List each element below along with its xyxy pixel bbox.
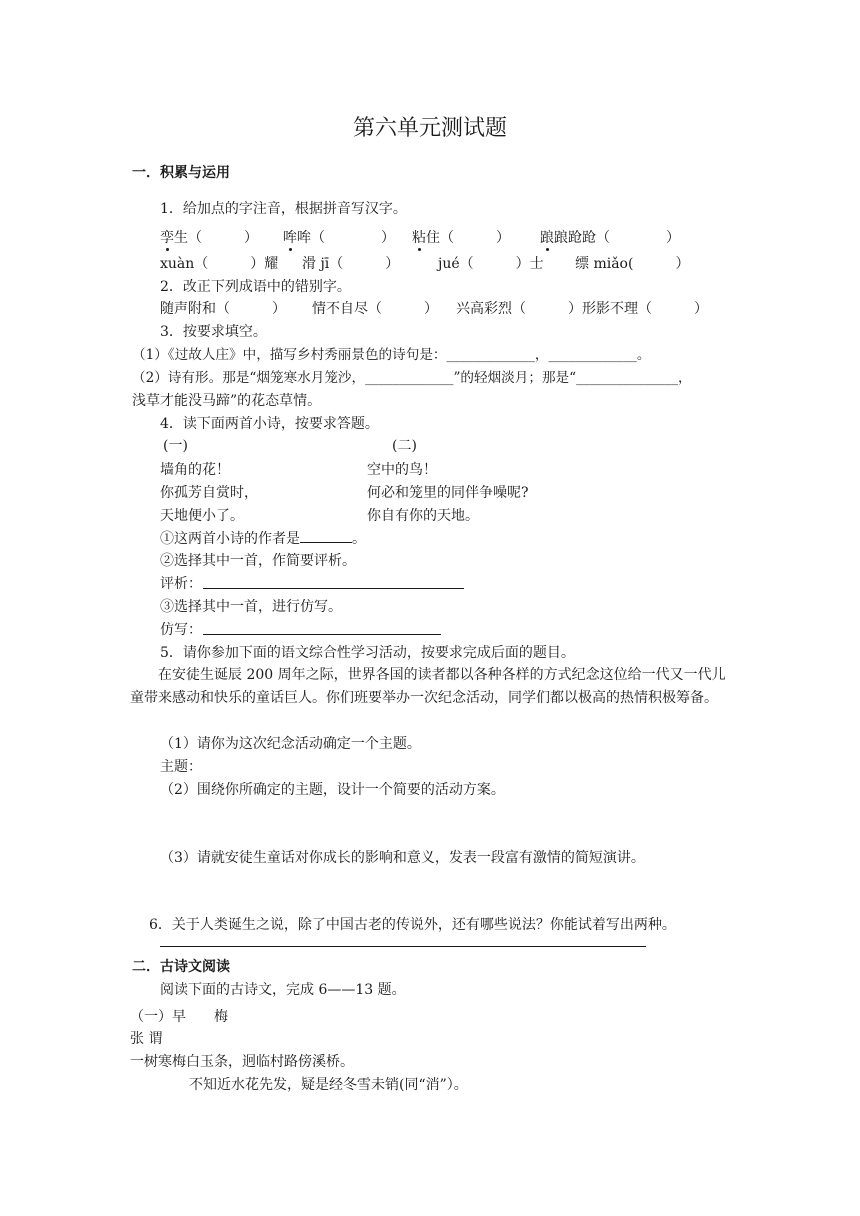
q1-item-4: 踉踉跄跄（ ） <box>540 230 680 246</box>
poem-line-2: 不知近水花先发，疑是经冬雪未销(同“消”）。 <box>189 1077 468 1093</box>
q3-line-3: 浅草才能没马蹄”的花态草情。 <box>132 393 322 409</box>
q5-sub-1: （1）请你为这次纪念活动确定一个主题。 <box>160 736 421 752</box>
q6-answer-line[interactable] <box>160 946 646 947</box>
poem-1-line: 墙角的花！ <box>160 462 230 478</box>
q4-sub-2: ②选择其中一首，作简要评析。 <box>160 553 356 569</box>
poem-2-line: 你自有你的天地。 <box>367 508 479 524</box>
q6-prompt: 6．关于人类诞生之说，除了中国古老的传说外，还有哪些说法？你能试着写出两种。 <box>149 917 676 933</box>
poem-author: 张 谓 <box>130 1031 163 1047</box>
section-heading-1: 一．积累与运用 <box>132 165 230 181</box>
poem-1-line: 天地便小了。 <box>160 508 244 524</box>
section-2-intro: 阅读下面的古诗文，完成 6——13 题。 <box>160 982 406 998</box>
poem-2-line: 空中的鸟！ <box>367 462 437 478</box>
dotted-char: 踉 <box>540 230 554 246</box>
q1-item-1: 孪生（ ） <box>160 230 258 246</box>
dotted-char: 哞 <box>283 230 297 246</box>
q1-item-2: 哞哞（ ） <box>283 230 395 246</box>
q1-item-6: 滑 jī（ ） <box>302 256 400 272</box>
q5-sub-3: （3）请就安徒生童话对你成长的影响和意义，发表一段富有激情的简短演讲。 <box>160 850 645 866</box>
q5-theme-label: 主题： <box>160 759 202 775</box>
q3-line-2: （2）诗有形。那是“烟笼寒水月笼沙，_____________”的轻烟淡月；那是“_______________， <box>132 370 692 386</box>
answer-blank[interactable] <box>300 528 352 543</box>
poem-1-label: (一) <box>163 438 188 454</box>
q4-analysis-label: 评析： <box>160 576 202 592</box>
q1-item-5: xuàn（ ）耀 <box>160 256 279 272</box>
q4-prompt: 4．读下面两首小诗，按要求答题。 <box>160 416 379 432</box>
q1-item-7: jué（ ）士 <box>438 256 544 272</box>
imitation-answer-line[interactable] <box>203 634 441 635</box>
page-title: 第六单元测试题 <box>352 116 507 141</box>
section-heading-2: 二．古诗文阅读 <box>132 959 230 975</box>
q3-prompt: 3．按要求填空。 <box>160 324 267 340</box>
q1-prompt: 1．给加点的字注音，根据拼音写汉字。 <box>160 201 407 217</box>
dotted-char: 孪 <box>160 230 174 246</box>
q2-prompt: 2．改正下列成语中的错别字。 <box>160 279 351 295</box>
q5-paragraph: 在安徒生诞辰 200 周年之际，世界各国的读者都以各种各样的方式纪念这位给一代又一代儿童带来感动和快乐的童话巨人。你们班要举办一次纪念活动，同学们都以极高的热情积极筹备。 <box>130 667 726 706</box>
q4-sub-3: ③选择其中一首，进行仿写。 <box>160 599 342 615</box>
q4-imitation-label: 仿写： <box>160 622 202 638</box>
q2-item-3: 兴高彩烈（ ）形影不理（ ） <box>456 301 708 317</box>
q5-prompt: 5．请你参加下面的语文综合性学习活动，按要求完成后面的题目。 <box>160 645 575 661</box>
q3-line-1: （1）《过故人庄》中，描写乡村秀丽景色的诗句是：_____________，_____________。 <box>132 347 651 363</box>
poem-1-line: 你孤芳自赏时， <box>160 485 258 501</box>
poem-title: （一）早 梅 <box>130 1009 228 1025</box>
poem-2-line: 何必和笼里的同伴争噪呢? <box>367 485 529 501</box>
q4-sub-1: ①这两首小诗的作者是 。 <box>160 528 366 549</box>
q1-item-8: 缥 miǎo( ） <box>575 256 690 272</box>
q1-item-3: 粘住（ ） <box>412 230 510 246</box>
poem-line-1: 一树寒梅白玉条，迥临村路傍溪桥。 <box>130 1054 354 1070</box>
poem-2-label: (二) <box>392 438 417 454</box>
q5-sub-2: （2）围绕你所确定的主题，设计一个简要的活动方案。 <box>160 782 505 798</box>
dotted-char: 粘 <box>412 230 426 246</box>
q2-item-1: 随声附和（ ） <box>160 301 286 317</box>
analysis-answer-line[interactable] <box>203 588 464 589</box>
q2-item-2: 情不自尽（ ） <box>312 301 438 317</box>
